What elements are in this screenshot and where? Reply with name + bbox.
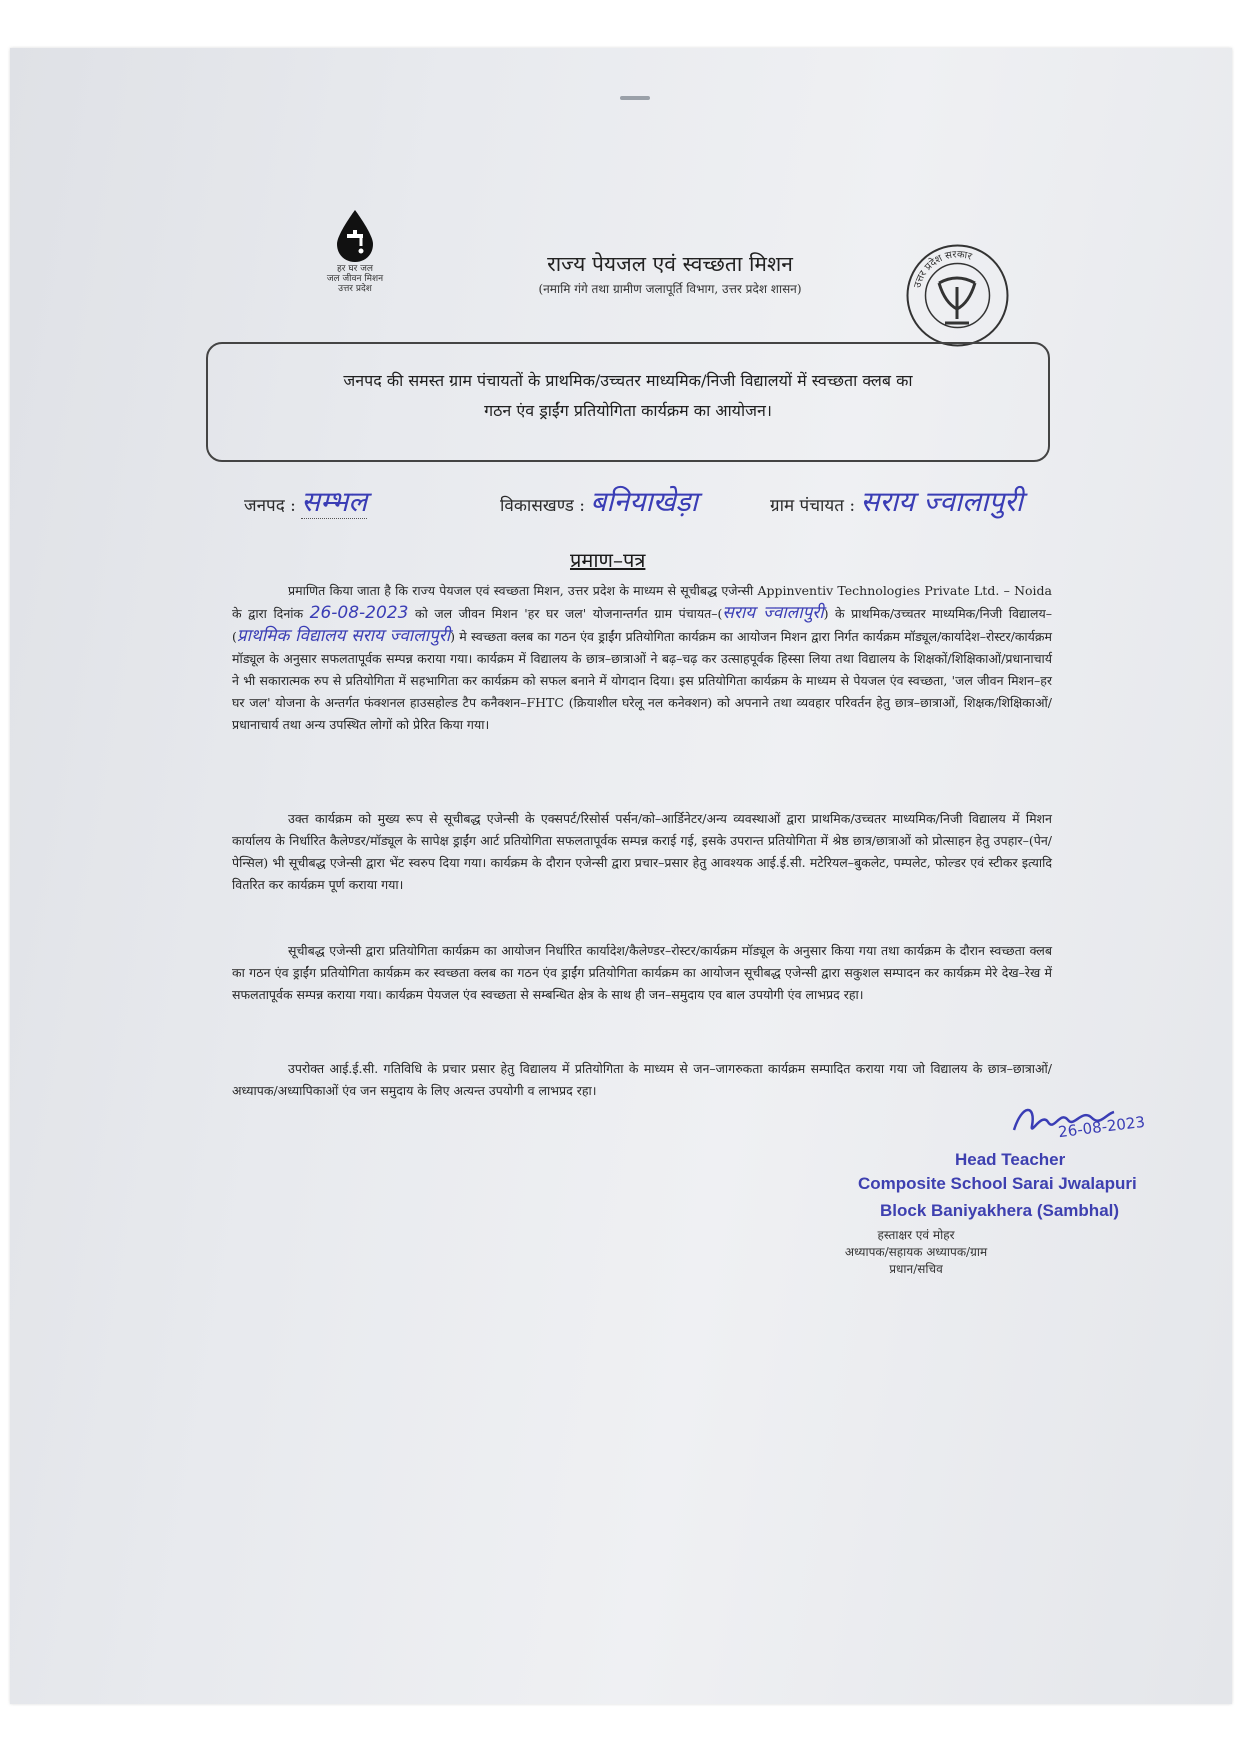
p4-text: उपरोक्त आई.ई.सी. गतिविधि के प्रचार प्रसार हेतु विद्यालय में प्रतियोगिता के माध्यम से जन–जागरुकता कार्यक्रम सम्पादित कराया गया जो विद्यालय के छात्र–छात्राओं/अध्यापक/अध्यापिकाओं एंव जन समुदाय के लिए अत्यन्त उपयोगी व लाभप्रद रहा। [232,1061,1052,1098]
signature-caption-line-2: अध्यापक/सहायक अध्यापक/ग्राम [844,1245,988,1259]
panchayat-value: सराय ज्वालापुरी [860,485,1023,518]
district-value: सम्भल [301,485,368,518]
seal-ring-text: उत्तर प्रदेश सरकार [912,249,974,290]
signature-date: 26-08-2023 [1057,1112,1146,1142]
p1-text-d: ) मे स्वच्छता क्लब का गठन एंव ड्राईंग प्रतियोगिता कार्यक्रम का आयोजन मिशन द्वारा निर्गत कार्यक्रम मॉड्यूल/कार्यादेश–रोस्टर/कार्यक्रम मॉड्यूल के अनुसार सफलतापूर्वक सम्पन्न कराया गया। कार्यक्रम में विद्यालय के छात्र–छात्राओं ने बढ़–चढ़ कर उत्साहपूर्वक हिस्सा लिया तथा विद्यालय के शिक्षकों/शिक्षिकाओं/प्रधानाचार्य ने भी सकारात्मक रुप से प्रतियोगिता में सहभागिता कर कार्यक्रम को सफल बनाने में योगदान दिया। इस प्रतियोगिता कार्यक्रम के माध्यम से पेयजल एंव स्वच्छता, 'जल जीवन मिशन–हर घर जल' योजना के अन्तर्गत फंक्शनल हाउसहोल्ड टैप कनैक्शन–FHTC (क्रियाशील घरेलू नल कनेक्शन) को अपनाने तथा व्यवहार परिवर्तन हेतु छात्र–छात्राओं, शिक्षक/शिक्षिकाओं/प्रधानाचार्य तथा अन्य उपस्थित लोगों को प्रेरित किया गया। [232,629,1052,732]
har-ghar-jal-logo [312,208,398,294]
logo-caption-2: जल जीवन मिशन [326,274,384,284]
panchayat-field [770,482,1023,520]
organization-title: राज्य पेयजल एवं स्वच्छता मिशन [547,252,793,276]
logo-caption-3: उत्तर प्रदेश [338,284,372,294]
event-title-line-2: गठन एंव ड्राईंग प्रतियोगिता कार्यक्रम का आयोजन। [484,401,772,420]
staple-mark [620,96,650,100]
district-label: जनपद : [244,496,296,516]
up-government-seal [905,243,1010,348]
event-title-line-1: जनपद की समस्त ग्राम पंचायतों के प्राथमिक/उच्चतर माध्यमिक/निजी विद्यालयों में स्वच्छता क्लब का [343,371,913,390]
district-field [244,482,367,520]
p1-date: 26-08-2023 [309,603,409,623]
p1-text-b: को जल जीवन मिशन 'हर घर जल' योजनान्तर्गत ग्राम पंचायत–( [414,606,723,621]
certificate-paragraph-3 [232,940,1052,1006]
signature-caption-line-1: हस्ताक्षर एवं मोहर [877,1228,955,1242]
organization-subtitle: (नमामि गंगे तथा ग्रामीण जलापूर्ति विभाग, उत्तर प्रदेश शासन) [538,282,802,296]
certificate-paragraph-1 [232,580,1052,736]
p2-text: उक्त कार्यक्रम को मुख्य रूप से सूचीबद्ध एजेन्सी के एक्सपर्ट/रिसोर्स पर्सन/को–आर्डिनेटर/अन्य व्यवस्थाओं द्वारा प्राथमिक/उच्चतर माध्यमिक/निजी विद्यालय में मिशन कार्यालय के निर्धारित कैलेण्डर/मॉड्यूल के सापेक्ष ड्राईंग आर्ट प्रतियोगिता सफलतापूर्वक सम्पन्न कराई गई, इसके उपरान्त प्रतियोगिता में श्रेष्ठ छात्र/छात्राओं को प्रोत्साहन हेतु उपहार–(पेन/पेन्सिल) भी सूचीबद्ध एजेन्सी द्वारा भेंट स्वरुप दिया गया। कार्यक्रम के दौरान एजेन्सी द्वारा प्रचार–प्रसार हेतु आवश्यक आई.ई.सी. मटेरियल–बुकलेट, पम्पलेट, फोल्डर एवं स्टीकर इत्यादि वितरित कर कार्यक्रम पूर्ण कराया गया। [232,811,1052,892]
signature-caption-line-3: प्रधान/सचिव [889,1262,943,1276]
signature-caption [796,1226,1036,1277]
block-value: बनियाखेड़ा [590,485,698,518]
panchayat-label: ग्राम पंचायत : [770,496,856,516]
event-title-box [206,342,1050,462]
p1-school: प्राथमिक विद्यालय सराय ज्वालापुरी [236,626,451,646]
stamp-designation: Head Teacher [955,1150,1066,1169]
stamp-block-name: Block Baniyakhera (Sambhal) [880,1201,1120,1220]
p3-text: सूचीबद्ध एजेन्सी द्वारा प्रतियोगिता कार्यक्रम का आयोजन निर्धारित कार्यादेश/कैलेण्डर–रोस्टर/कार्यक्रम मॉड्यूल के अनुसार किया गया तथा कार्यक्रम के दौरान स्वच्छता क्लब का गठन एंव ड्राईंग प्रतियोगिता कार्यक्रम कर स्वच्छता क्लब का गठन एंव ड्राईंग प्रतियोगिता कार्यक्रम का आयोजन सूचीबद्ध एजेन्सी द्वारा सकुशल सम्पादन कर कार्यक्रम मेरे देख–रेख में सफलतापूर्वक सम्पन्न कराया गया। कार्यक्रम पेयजल एंव स्वच्छता से सम्बन्धित क्षेत्र के साथ ही जन–समुदाय एव बाल उपयोगी एंव लाभप्रद रहा। [232,943,1052,1002]
p1-text-a: प्रमाणित किया जाता है कि राज्य पेयजल एवं स्वच्छता मिशन, उत्तर प्रदेश के माध्यम से सूचीबद्ध एजेन्सी Appinventiv Technologies Private Ltd. – Noida के द्वारा दिनांक [232,583,1052,621]
water-drop-icon [333,208,377,264]
logo-caption-1: हर घर जल [337,264,373,274]
p1-panchayat: सराय ज्वालापुरी [722,603,824,623]
stamp-school-name: Composite School Sarai Jwalapuri [858,1174,1137,1193]
block-field [500,482,698,520]
certificate-paragraph-2 [232,808,1052,896]
p1-text-c: ) के प्राथमिक/उच्चतर माध्यमिक/निजी विद्यालय–( [232,606,1052,644]
certificate-paragraph-4 [232,1058,1052,1102]
seal-emblem-icon [905,243,1010,348]
block-label: विकासखण्ड : [500,496,586,516]
certificate-title: प्रमाण–पत्र [570,548,646,572]
